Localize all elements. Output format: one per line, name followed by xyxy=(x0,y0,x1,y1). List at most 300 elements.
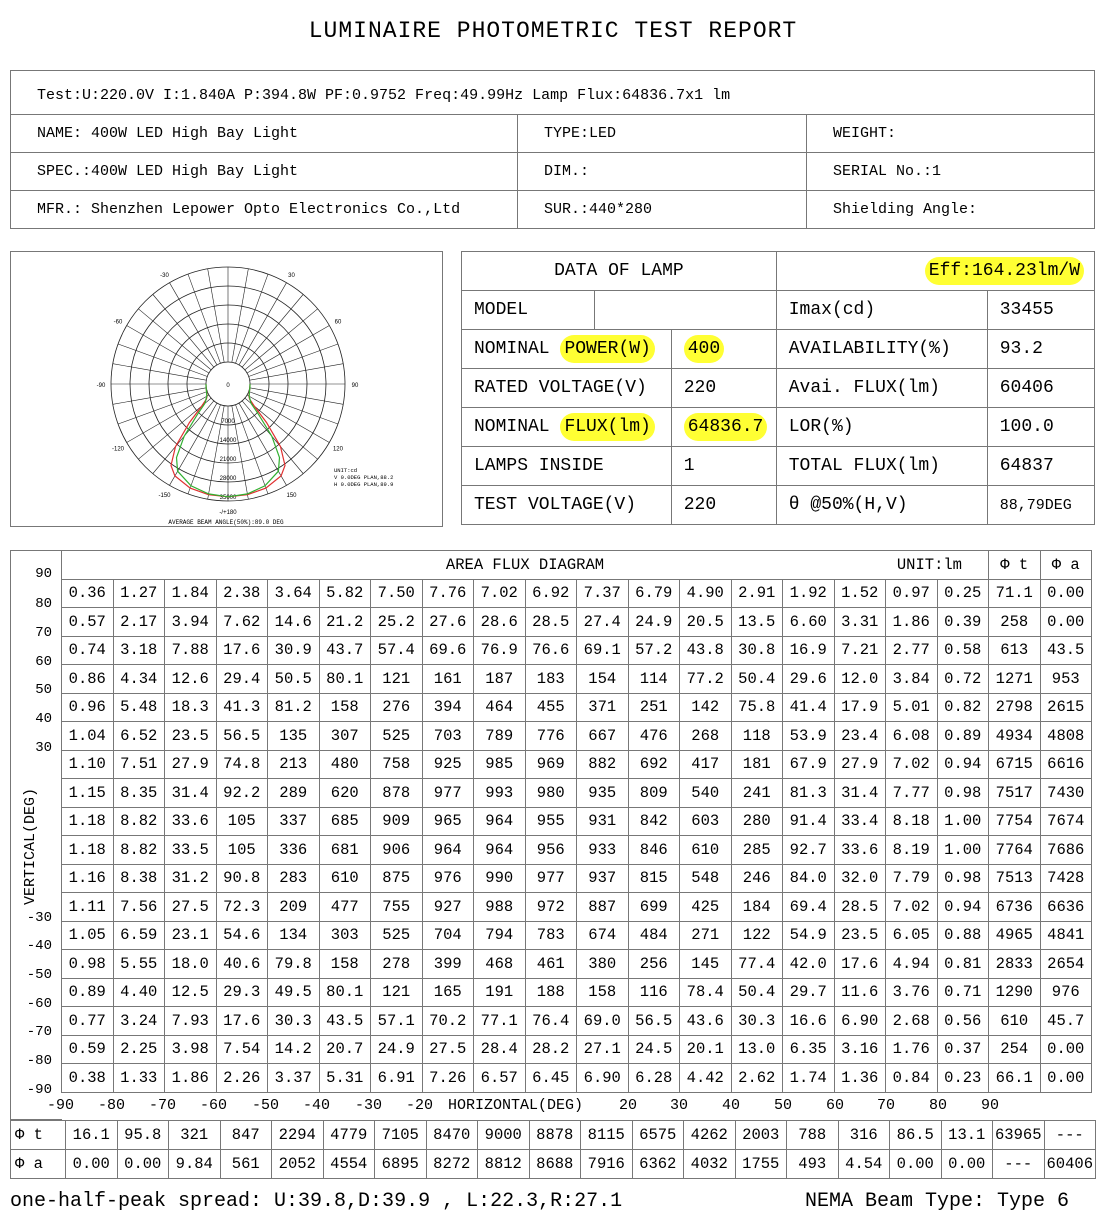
afd-cell: 7686 xyxy=(1040,836,1092,865)
afd-cell: 18.0 xyxy=(165,950,217,979)
horizontal-tick-label: -80 xyxy=(98,1097,126,1114)
polar-radial-line xyxy=(236,274,268,363)
afd-cell: 425 xyxy=(680,893,732,922)
afd-cell: 2.38 xyxy=(216,579,268,608)
total-cell: 316 xyxy=(838,1121,890,1150)
afd-cell: 667 xyxy=(577,722,629,751)
flux-label: FLUX(lm) xyxy=(560,413,654,441)
afd-cell: 57.1 xyxy=(371,1007,423,1036)
afd-cell: 24.9 xyxy=(628,608,680,637)
polar-radial-line xyxy=(113,388,207,404)
afd-cell: 76.6 xyxy=(525,636,577,665)
total-cell: 2052 xyxy=(272,1150,324,1179)
afd-cell: 875 xyxy=(371,864,423,893)
afd-cell: 6616 xyxy=(1040,750,1092,779)
afd-cell: 0.00 xyxy=(1040,1035,1092,1064)
afd-cell: 0.97 xyxy=(886,579,938,608)
afd-cell: 75.8 xyxy=(731,693,783,722)
serial-cell: SERIAL No.:1 xyxy=(807,153,1095,191)
afd-cell: 283 xyxy=(268,864,320,893)
afd-cell: 1.18 xyxy=(62,836,114,865)
afd-cell: 6.28 xyxy=(628,1064,680,1093)
horizontal-tick-label: 80 xyxy=(929,1097,948,1114)
afd-cell: 7.76 xyxy=(422,579,474,608)
polar-angle-label: -30 xyxy=(160,273,169,280)
afd-cell: 25.2 xyxy=(371,608,423,637)
afd-row xyxy=(62,921,1092,950)
afd-cell: 525 xyxy=(371,722,423,751)
afd-cell: 7.37 xyxy=(577,579,629,608)
rated-value: 220 xyxy=(671,369,776,408)
afd-cell: 191 xyxy=(474,978,526,1007)
afd-cell: 2.62 xyxy=(731,1064,783,1093)
total-cell: --- xyxy=(993,1150,1045,1179)
afd-cell: 6.45 xyxy=(525,1064,577,1093)
polar-ring-label: 21000 xyxy=(219,457,237,463)
afd-cell: 525 xyxy=(371,921,423,950)
afd-cell: 21.2 xyxy=(319,608,371,637)
afd-cell: 6.08 xyxy=(886,722,938,751)
afd-cell: 337 xyxy=(268,807,320,836)
polar-radial-line xyxy=(250,364,344,380)
afd-cell: 285 xyxy=(731,836,783,865)
afd-cell: 1.86 xyxy=(165,1064,217,1093)
afd-cell: 977 xyxy=(525,864,577,893)
afd-cell: 976 xyxy=(1040,978,1092,1007)
vertical-tick-label: -40 xyxy=(26,938,52,954)
flux-totals-table xyxy=(10,1120,1096,1179)
polar-ring-label: 14000 xyxy=(219,438,237,444)
total-cell: 561 xyxy=(220,1150,272,1179)
total-cell: 4779 xyxy=(323,1121,375,1150)
afd-cell: 2.26 xyxy=(216,1064,268,1093)
afd-cell: 80.1 xyxy=(319,665,371,694)
afd-cell: 158 xyxy=(319,950,371,979)
afd-row xyxy=(62,608,1092,637)
afd-cell: 17.9 xyxy=(834,693,886,722)
afd-cell: 1.10 xyxy=(62,750,114,779)
afd-cell: 251 xyxy=(628,693,680,722)
horizontal-tick-label: 20 xyxy=(619,1097,638,1114)
total-cell: 0.00 xyxy=(941,1150,993,1179)
afd-cell: 56.5 xyxy=(216,722,268,751)
afd-cell: 6715 xyxy=(989,750,1041,779)
afd-cell: 1.11 xyxy=(62,893,114,922)
polar-radial-line xyxy=(138,309,211,370)
afd-cell: 8.38 xyxy=(113,864,165,893)
afd-cell: 380 xyxy=(577,950,629,979)
afd-cell: 27.9 xyxy=(834,750,886,779)
afd-cell: 985 xyxy=(474,750,526,779)
total-cell: 788 xyxy=(787,1121,839,1150)
polar-radial-line xyxy=(250,388,344,404)
afd-cell: 6.35 xyxy=(783,1035,835,1064)
type-cell: TYPE:LED xyxy=(518,115,807,153)
afd-cell: 2654 xyxy=(1040,950,1092,979)
afd-cell: 121 xyxy=(371,978,423,1007)
afd-cell: 121 xyxy=(371,665,423,694)
total-cell: 4.54 xyxy=(838,1150,890,1179)
afd-cell: 0.94 xyxy=(937,893,989,922)
afd-cell: 29.7 xyxy=(783,978,835,1007)
afd-cell: 613 xyxy=(989,636,1041,665)
afd-cell: 12.0 xyxy=(834,665,886,694)
polar-radial-line xyxy=(188,274,220,363)
afd-cell: 0.88 xyxy=(937,921,989,950)
afd-cell: 3.18 xyxy=(113,636,165,665)
polar-angle-label: 30 xyxy=(288,273,295,280)
afd-cell: 417 xyxy=(680,750,732,779)
afd-cell: 953 xyxy=(1040,665,1092,694)
total-cell: 6575 xyxy=(632,1121,684,1150)
afd-cell: 976 xyxy=(422,864,474,893)
total-flux-value: 64837 xyxy=(987,447,1094,486)
lamp-data-table xyxy=(461,251,1095,525)
total-cell: 16.1 xyxy=(66,1121,118,1150)
afd-row xyxy=(62,693,1092,722)
total-cell: 2294 xyxy=(272,1121,324,1150)
afd-cell: 145 xyxy=(680,950,732,979)
total-cell: 493 xyxy=(787,1150,839,1179)
afd-cell: 755 xyxy=(371,893,423,922)
afd-cell: 972 xyxy=(525,893,577,922)
afd-cell: 77.1 xyxy=(474,1007,526,1036)
total-cell: 4262 xyxy=(684,1121,736,1150)
afd-cell: 464 xyxy=(474,693,526,722)
vertical-tick-label: 40 xyxy=(35,711,52,727)
afd-cell: 7.26 xyxy=(422,1064,474,1093)
afd-cell: 80.1 xyxy=(319,978,371,1007)
vertical-tick-label: 80 xyxy=(35,596,52,612)
polar-angle-label: -150 xyxy=(158,492,171,499)
polar-chart xyxy=(11,252,442,526)
afd-cell: 7764 xyxy=(989,836,1041,865)
luminaire-info-table xyxy=(10,70,1095,229)
afd-cell: 7.54 xyxy=(216,1035,268,1064)
afd-cell: 0.00 xyxy=(1040,579,1092,608)
sur-cell: SUR.:440*280 xyxy=(518,191,807,229)
afd-cell: 76.9 xyxy=(474,636,526,665)
afd-cell: 0.98 xyxy=(62,950,114,979)
afd-cell: 56.5 xyxy=(628,1007,680,1036)
test-voltage-label: TEST VOLTAGE(V) xyxy=(462,486,672,525)
afd-cell: 16.9 xyxy=(783,636,835,665)
afd-cell: 6736 xyxy=(989,893,1041,922)
polar-angle-label: 150 xyxy=(286,492,297,499)
afd-cell: 33.6 xyxy=(834,836,886,865)
horizontal-tick-label: -40 xyxy=(303,1097,331,1114)
area-flux-table xyxy=(61,550,1092,1093)
flux-value: 64836.7 xyxy=(684,413,768,441)
afd-cell: 480 xyxy=(319,750,371,779)
afd-cell: 0.37 xyxy=(937,1035,989,1064)
polar-ring-label: 28000 xyxy=(219,476,237,482)
afd-cell: 8.18 xyxy=(886,807,938,836)
afd-cell: 0.81 xyxy=(937,950,989,979)
afd-cell: 1290 xyxy=(989,978,1041,1007)
total-cell: 8688 xyxy=(529,1150,581,1179)
total-cell: 4032 xyxy=(684,1150,736,1179)
afd-cell: 69.4 xyxy=(783,893,835,922)
afd-cell: 0.98 xyxy=(937,779,989,808)
afd-cell: 0.58 xyxy=(937,636,989,665)
horizontal-tick-label: 90 xyxy=(981,1097,1000,1114)
horizontal-tick-label: 60 xyxy=(826,1097,845,1114)
afd-cell: 49.5 xyxy=(268,978,320,1007)
mfr-cell: MFR.: Shenzhen Lepower Opto Electronics Co.,Ltd xyxy=(11,191,518,229)
afd-cell: 2.91 xyxy=(731,579,783,608)
afd-cell: 1.00 xyxy=(937,807,989,836)
afd-cell: 81.2 xyxy=(268,693,320,722)
afd-cell: 31.2 xyxy=(165,864,217,893)
afd-cell: 455 xyxy=(525,693,577,722)
afd-cell: 4.94 xyxy=(886,950,938,979)
afd-cell: 7.88 xyxy=(165,636,217,665)
afd-cell: 1.52 xyxy=(834,579,886,608)
afd-cell: 278 xyxy=(371,950,423,979)
afd-row xyxy=(62,836,1092,865)
afd-cell: 184 xyxy=(731,893,783,922)
afd-cell: 0.38 xyxy=(62,1064,114,1093)
afd-cell: 289 xyxy=(268,779,320,808)
polar-ring-label: 7000 xyxy=(221,419,235,425)
afd-cell: 79.8 xyxy=(268,950,320,979)
afd-cell: 1.15 xyxy=(62,779,114,808)
afd-cell: 74.8 xyxy=(216,750,268,779)
total-cell: --- xyxy=(1044,1121,1096,1150)
total-cell: 8812 xyxy=(478,1150,530,1179)
afd-cell: 280 xyxy=(731,807,783,836)
afd-cell: 925 xyxy=(422,750,474,779)
polar-diagram xyxy=(10,251,443,527)
afd-cell: 114 xyxy=(628,665,680,694)
lor-value: 100.0 xyxy=(987,408,1094,447)
afd-cell: 0.86 xyxy=(62,665,114,694)
afd-cell: 7754 xyxy=(989,807,1041,836)
nema-beam-type: NEMA Beam Type: Type 6 xyxy=(805,1190,1070,1213)
afd-cell: 8.35 xyxy=(113,779,165,808)
afd-cell: 0.57 xyxy=(62,608,114,637)
afd-cell: 1.92 xyxy=(783,579,835,608)
afd-cell: 20.5 xyxy=(680,608,732,637)
afd-cell: 134 xyxy=(268,921,320,950)
afd-cell: 7.51 xyxy=(113,750,165,779)
afd-cell: 620 xyxy=(319,779,371,808)
total-cell: 6362 xyxy=(632,1150,684,1179)
afd-cell: 548 xyxy=(680,864,732,893)
afd-cell: 40.6 xyxy=(216,950,268,979)
afd-cell: 24.9 xyxy=(371,1035,423,1064)
afd-cell: 6.60 xyxy=(783,608,835,637)
afd-cell: 7674 xyxy=(1040,807,1092,836)
afd-cell: 118 xyxy=(731,722,783,751)
total-cell: 86.5 xyxy=(890,1121,942,1150)
polar-radial-line xyxy=(208,269,224,363)
afd-cell: 1.00 xyxy=(937,836,989,865)
polar-radial-line xyxy=(113,364,207,380)
afd-cell: 699 xyxy=(628,893,680,922)
horizontal-tick-label: -60 xyxy=(200,1097,228,1114)
afd-cell: 5.82 xyxy=(319,579,371,608)
name-cell: NAME: 400W LED High Bay Light xyxy=(11,115,518,153)
afd-cell: 158 xyxy=(319,693,371,722)
vertical-tick-label: 70 xyxy=(35,625,52,641)
afd-cell: 20.7 xyxy=(319,1035,371,1064)
afd-cell: 50.5 xyxy=(268,665,320,694)
avail-value: 93.2 xyxy=(987,330,1094,369)
afd-cell: 815 xyxy=(628,864,680,893)
afd-unit: UNIT:lm xyxy=(896,555,962,574)
afd-cell: 43.5 xyxy=(1040,636,1092,665)
total-cell: 8470 xyxy=(426,1121,478,1150)
afd-cell: 81.3 xyxy=(783,779,835,808)
afd-cell: 77.2 xyxy=(680,665,732,694)
afd-cell: 0.39 xyxy=(937,608,989,637)
afd-cell: 8.82 xyxy=(113,807,165,836)
afd-cell: 937 xyxy=(577,864,629,893)
total-cell: 0.00 xyxy=(117,1150,169,1179)
afd-cell: 0.36 xyxy=(62,579,114,608)
polar-ring-label: 0 xyxy=(226,383,230,389)
polar-radial-line xyxy=(232,269,248,363)
afd-cell: 0.23 xyxy=(937,1064,989,1093)
flux-label-cell xyxy=(462,408,672,447)
rated-label: RATED VOLTAGE(V) xyxy=(462,369,672,408)
eff-cell xyxy=(776,252,1094,291)
afd-cell: 1.76 xyxy=(886,1035,938,1064)
polar-angle-label: -/+180 xyxy=(219,510,237,516)
afd-cell: 105 xyxy=(216,836,268,865)
col-phi-t: Φ t xyxy=(989,551,1041,580)
total-cell: 7916 xyxy=(581,1150,633,1179)
afd-cell: 7.02 xyxy=(474,579,526,608)
afd-cell: 77.4 xyxy=(731,950,783,979)
polar-radial-line xyxy=(245,309,318,370)
afd-cell: 0.82 xyxy=(937,693,989,722)
afd-cell: 5.31 xyxy=(319,1064,371,1093)
afd-cell: 3.37 xyxy=(268,1064,320,1093)
afd-cell: 23.1 xyxy=(165,921,217,950)
total-cell: 0.00 xyxy=(66,1150,118,1179)
phi-a-row xyxy=(11,1150,1096,1179)
afd-cell: 41.3 xyxy=(216,693,268,722)
afd-cell: 213 xyxy=(268,750,320,779)
afd-cell: 3.64 xyxy=(268,579,320,608)
afd-cell: 1.33 xyxy=(113,1064,165,1093)
afd-cell: 165 xyxy=(422,978,474,1007)
afd-cell: 461 xyxy=(525,950,577,979)
afd-cell: 70.2 xyxy=(422,1007,474,1036)
horizontal-tick-label: -70 xyxy=(149,1097,177,1114)
afd-cell: 3.76 xyxy=(886,978,938,1007)
vertical-axis-title: VERTICAL(DEG) xyxy=(22,787,39,905)
horizontal-tick-label: -30 xyxy=(355,1097,383,1114)
vertical-tick-label: -70 xyxy=(26,1024,52,1040)
afd-cell: 927 xyxy=(422,893,474,922)
polar-legend-v: V 0.0DEG PLAN,88.2 xyxy=(334,474,394,481)
total-cell: 6895 xyxy=(375,1150,427,1179)
afd-cell: 4.34 xyxy=(113,665,165,694)
polar-radial-line xyxy=(242,294,303,367)
half-peak-spread: one-half-peak spread: U:39.8,D:39.9 , L:22.3,R:27.1 xyxy=(10,1190,623,1213)
theta-value: 88,79DEG xyxy=(987,486,1094,525)
afd-cell: 0.59 xyxy=(62,1035,114,1064)
afd-cell: 241 xyxy=(731,779,783,808)
lamps-inside-label: LAMPS INSIDE xyxy=(462,447,672,486)
afd-cell: 32.0 xyxy=(834,864,886,893)
afd-cell: 4965 xyxy=(989,921,1041,950)
afd-cell: 6.79 xyxy=(628,579,680,608)
afd-cell: 116 xyxy=(628,978,680,1007)
afd-cell: 0.25 xyxy=(937,579,989,608)
afd-cell: 933 xyxy=(577,836,629,865)
afd-cell: 23.5 xyxy=(165,722,217,751)
afd-cell: 1.27 xyxy=(113,579,165,608)
afd-cell: 0.71 xyxy=(937,978,989,1007)
afd-cell: 5.01 xyxy=(886,693,938,722)
test-voltage-value: 220 xyxy=(671,486,776,525)
power-label-cell xyxy=(462,330,672,369)
afd-cell: 17.6 xyxy=(834,950,886,979)
vertical-tick-label: -50 xyxy=(26,967,52,983)
afd-cell: 29.4 xyxy=(216,665,268,694)
afd-cell: 13.0 xyxy=(731,1035,783,1064)
afd-cell: 610 xyxy=(680,836,732,865)
total-cell: 1755 xyxy=(735,1150,787,1179)
afd-cell: 28.4 xyxy=(474,1035,526,1064)
polar-angle-label: -90 xyxy=(96,383,106,389)
weight-cell: WEIGHT: xyxy=(807,115,1095,153)
afd-cell: 988 xyxy=(474,893,526,922)
afd-cell: 603 xyxy=(680,807,732,836)
afd-cell: 57.2 xyxy=(628,636,680,665)
vertical-tick-label: 50 xyxy=(35,682,52,698)
total-cell: 8115 xyxy=(581,1121,633,1150)
afd-row xyxy=(62,864,1092,893)
afd-cell: 964 xyxy=(474,807,526,836)
afd-cell: 6.91 xyxy=(371,1064,423,1093)
afd-cell: 2.77 xyxy=(886,636,938,665)
total-cell: 63965 xyxy=(993,1121,1045,1150)
power-label: POWER(W) xyxy=(560,335,654,363)
afd-cell: 209 xyxy=(268,893,320,922)
afd-cell: 6.52 xyxy=(113,722,165,751)
afd-cell: 45.7 xyxy=(1040,1007,1092,1036)
afd-cell: 7517 xyxy=(989,779,1041,808)
afd-cell: 23.4 xyxy=(834,722,886,751)
afd-cell: 0.00 xyxy=(1040,1064,1092,1093)
afd-row xyxy=(62,665,1092,694)
afd-cell: 882 xyxy=(577,750,629,779)
afd-cell: 2.17 xyxy=(113,608,165,637)
afd-cell: 181 xyxy=(731,750,783,779)
afd-cell: 69.0 xyxy=(577,1007,629,1036)
afd-cell: 964 xyxy=(474,836,526,865)
afd-cell: 0.89 xyxy=(62,978,114,1007)
afd-cell: 76.4 xyxy=(525,1007,577,1036)
afd-cell: 307 xyxy=(319,722,371,751)
afd-cell: 27.9 xyxy=(165,750,217,779)
afd-cell: 30.8 xyxy=(731,636,783,665)
afd-cell: 540 xyxy=(680,779,732,808)
afd-cell: 674 xyxy=(577,921,629,950)
afd-cell: 42.0 xyxy=(783,950,835,979)
afd-cell: 41.4 xyxy=(783,693,835,722)
afd-cell: 3.94 xyxy=(165,608,217,637)
afd-cell: 14.2 xyxy=(268,1035,320,1064)
afd-cell: 476 xyxy=(628,722,680,751)
afd-cell: 6.57 xyxy=(474,1064,526,1093)
